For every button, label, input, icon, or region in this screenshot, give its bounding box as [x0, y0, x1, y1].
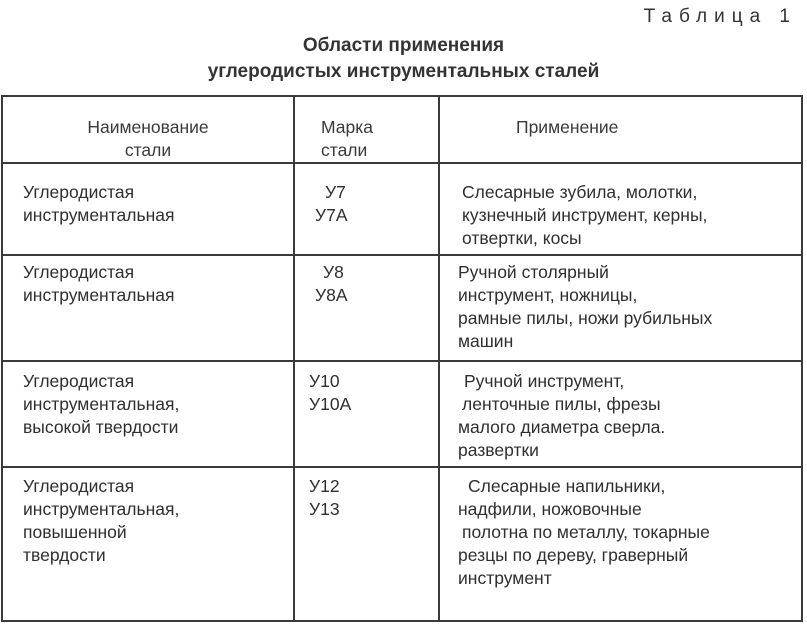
cell-text: кузнечный инструмент, керны, — [462, 205, 708, 225]
header-steel-grade — [294, 96, 439, 163]
table-row — [2, 255, 802, 361]
application-cell — [439, 467, 802, 621]
table-title-line-2: углеродистых инструментальных сталей — [207, 61, 600, 82]
steel-grade-cell — [294, 163, 439, 255]
cell-text: резцы по дереву, граверный — [458, 545, 689, 565]
cell-text: Углеродистая — [23, 262, 135, 282]
application-cell — [439, 255, 802, 361]
cell-text: У7А — [315, 205, 348, 225]
cell-text: Углеродистая — [23, 476, 135, 496]
cell-text: Ручной инструмент, — [464, 371, 625, 391]
cell-text: высокой твердости — [23, 417, 179, 437]
header-text: стали — [321, 140, 368, 160]
header-text: Применение — [516, 117, 619, 137]
cell-text: развертки — [458, 440, 539, 460]
cell-text: Слесарные напильники, — [468, 476, 666, 496]
cell-text: У13 — [309, 499, 340, 519]
cell-text: У12 — [309, 476, 340, 496]
cell-text: машин — [458, 331, 514, 351]
table-row — [2, 163, 802, 255]
cell-text: полотна по металлу, токарные — [462, 522, 710, 542]
cell-text: инструментальная — [23, 205, 175, 225]
steel-name-cell — [2, 467, 294, 621]
header-application — [439, 96, 802, 163]
cell-text: повышенной — [23, 522, 127, 542]
cell-text: малого диаметра сверла. — [458, 417, 666, 437]
cell-text: Ручной столярный — [458, 262, 609, 282]
steel-name-cell — [2, 255, 294, 361]
cell-text: У8А — [315, 285, 348, 305]
table-header-row — [2, 96, 802, 163]
table-number-label: Таблица 1 — [643, 6, 797, 27]
steel-grade-cell — [294, 467, 439, 621]
cell-text: твердости — [23, 545, 106, 565]
header-steel-name — [2, 96, 294, 163]
cell-text: отвертки, косы — [462, 228, 582, 248]
application-cell — [439, 163, 802, 255]
cell-text: У10А — [309, 394, 352, 414]
cell-text: У10 — [309, 371, 340, 391]
cell-text: инструмент — [458, 568, 552, 588]
cell-text: ленточные пилы, фрезы — [462, 394, 661, 414]
cell-text: Углеродистая — [23, 182, 135, 202]
header-text: Марка — [321, 117, 374, 137]
cell-text: инструментальная, — [23, 394, 180, 414]
cell-text: надфили, ножовочные — [458, 499, 642, 519]
table-row — [2, 361, 802, 467]
cell-text: У7 — [325, 182, 346, 202]
table-row — [2, 467, 802, 621]
steel-grade-cell — [294, 255, 439, 361]
cell-text: инструментальная — [23, 285, 175, 305]
application-cell — [439, 361, 802, 467]
table-title-line-1: Области применения — [302, 35, 505, 56]
steel-name-cell — [2, 163, 294, 255]
cell-text: инструмент, ножницы, — [458, 285, 638, 305]
cell-text: рамные пилы, ножи рубильных — [458, 308, 713, 328]
cell-text: Слесарные зубила, молотки, — [462, 182, 698, 202]
cell-text: Углеродистая — [23, 371, 135, 391]
cell-text: инструментальная, — [23, 499, 180, 519]
header-text: Наименование — [87, 117, 209, 137]
cell-text: У8 — [323, 262, 344, 282]
steel-grade-cell — [294, 361, 439, 467]
steel-applications-table — [1, 95, 803, 622]
header-text: стали — [124, 140, 172, 160]
steel-name-cell — [2, 361, 294, 467]
